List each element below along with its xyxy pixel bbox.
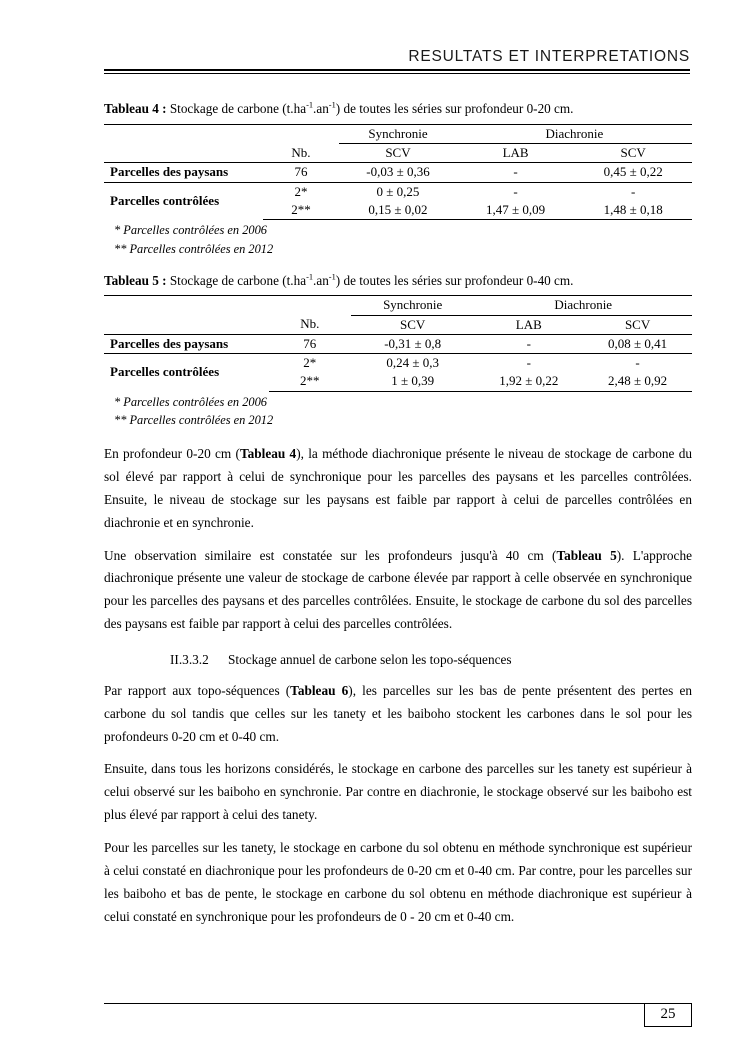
- table5-block: [104, 272, 692, 430]
- page-footer: [104, 1003, 692, 1027]
- footer-rule: [104, 1003, 692, 1004]
- paragraph-1: [104, 443, 692, 534]
- para3-text-b: ), les parcelles sur les bas de pente présentent des pertes en carbone du sol tandis que celles sur les tanety et les baiboho stockent les carbones dans le sol pour les profondeurs 0-20 cm et 0-40 cm.: [104, 682, 693, 744]
- table5-row3-dia-scv: 2,48 ± 0,92: [583, 372, 692, 391]
- table5-caption-text-2: .an: [313, 272, 329, 288]
- para2-text-b: ). L'approche diachronique présente une valeur de stockage de carbone élevée par rapport à celle observée en synchronique pour les parcelles des paysans et des parcelles contrôlées. Ensuite, le stockage de carbone du sol des parcelles des paysans est faible par rapport à celui des parcelles contrôlées.: [104, 547, 693, 632]
- table4-caption-label: Tableau 4 :: [104, 101, 167, 116]
- table5-caption: [104, 272, 692, 290]
- table-row: [104, 182, 692, 201]
- table4-row1-nb: 76: [263, 163, 339, 182]
- table5-col-header-dia-lab: LAB: [515, 316, 542, 332]
- header-rule-thin: [104, 73, 690, 74]
- table5-caption-sup-1: -1: [306, 272, 314, 282]
- subsection-title: Stockage annuel de carbone selon les topo-séquences: [228, 651, 512, 667]
- table4-col-header-sync-scv: SCV: [385, 145, 411, 161]
- table5-row3-dia-lab: 1,92 ± 0,22: [474, 372, 583, 391]
- table4-row2-label: Parcelles contrôlées: [110, 192, 220, 208]
- table4-col-header-nb: Nb.: [291, 144, 311, 160]
- table4-caption-text-2: .an: [313, 101, 329, 116]
- header-rule-thick: [104, 69, 690, 71]
- table5-row3-nb: 2**: [269, 372, 351, 391]
- table5-caption-text-1: Stockage de carbone (t.ha: [166, 272, 307, 288]
- table5-note-1: * Parcelles contrôlées en 2006: [114, 394, 268, 409]
- table4-group-spacer: [104, 124, 263, 143]
- table4-caption-sup-1: -1: [306, 100, 314, 110]
- paragraph-2: [104, 545, 692, 636]
- table4-group-spacer-2: [263, 124, 339, 143]
- table5-group-spacer: [104, 296, 269, 315]
- para2-table-ref: Tableau 5: [556, 547, 617, 563]
- table5-row2-dia-lab: -: [526, 355, 531, 371]
- table4-row2-dia-scv: -: [631, 183, 636, 199]
- table5-row1-nb: 76: [269, 334, 351, 353]
- subsection-number: II.3.3.2: [170, 651, 209, 667]
- para1-table-ref: Tableau 4: [239, 446, 297, 462]
- table4-group-header-synchronie: Synchronie: [339, 124, 457, 143]
- table5-note-2: ** Parcelles contrôlées en 2012: [114, 413, 274, 428]
- table5-row1-sync-scv: -0,31 ± 0,8: [351, 334, 474, 353]
- table-row: [104, 334, 692, 353]
- table5-row2-nb: 2*: [303, 355, 317, 371]
- table4-caption-sup-2: -1: [328, 100, 336, 110]
- page-content: [104, 100, 692, 938]
- table5-row1-dia-lab: -: [474, 334, 583, 353]
- table5-col-header-nb: Nb.: [300, 316, 320, 332]
- table5-caption-text-3: ) de toutes les séries sur profondeur 0-40 cm.: [335, 272, 574, 288]
- table4-group-header-diachronie: Diachronie: [457, 124, 692, 143]
- table5-caption-sup-2: -1: [328, 272, 336, 282]
- table4-row3-dia-lab: 1,47 ± 0,09: [457, 201, 575, 220]
- table4-caption-text-1: Stockage de carbone (t.ha: [166, 101, 307, 116]
- table-row: [104, 354, 692, 373]
- table4-group-header-row: [104, 124, 692, 143]
- table4-row1-label: Parcelles des paysans: [104, 163, 263, 182]
- table5-group-spacer-2: [269, 296, 351, 315]
- table-row: [104, 163, 692, 182]
- table4-row2-nb: 2*: [294, 183, 308, 199]
- table4-caption: [104, 100, 692, 118]
- table5-col-header-spacer: [104, 315, 269, 334]
- paragraph-4: Ensuite, dans tous les horizons considérés, le stockage en carbone des parcelles sur les tanety est supérieur à celui observé sur les baiboho en synchronie. Par contre en diachronie, le stockage observé sur les baiboho est plus élevé par rapport à celui des tanety.: [104, 761, 692, 823]
- table5-row1-dia-scv: 0,08 ± 0,41: [583, 334, 692, 353]
- table5-row2-label: Parcelles contrôlées: [110, 364, 220, 380]
- page-number: 25: [644, 1004, 692, 1027]
- table5-group-header-row: [104, 296, 692, 315]
- table4-caption-text-3: ) de toutes les séries sur profondeur 0-20 cm.: [335, 101, 574, 116]
- table4-row3-nb: 2**: [263, 201, 339, 220]
- table5-col-header-dia-scv: SCV: [624, 316, 651, 332]
- table5-group-header-synchronie: Synchronie: [351, 296, 474, 315]
- table5-group-header-diachronie: Diachronie: [474, 296, 692, 315]
- table5-row1-label: Parcelles des paysans: [104, 334, 269, 353]
- table4-note-1: * Parcelles contrôlées en 2006: [114, 223, 268, 238]
- table4-column-header-row: [104, 144, 692, 163]
- table4-row3-sync-scv: 0,15 ± 0,02: [339, 201, 457, 220]
- header-title: RESULTATS ET INTERPRETATIONS: [408, 48, 690, 65]
- table4-row1-dia-scv: 0,45 ± 0,22: [574, 163, 692, 182]
- table4-row2-dia-lab: -: [513, 183, 518, 199]
- table4-note-2: ** Parcelles contrôlées en 2012: [114, 241, 274, 256]
- table4-row2-sync-scv: 0 ± 0,25: [376, 183, 420, 199]
- para2-text-a: Une observation similaire est constatée sur les profondeurs jusqu'à 40 cm (: [104, 547, 557, 563]
- para1-text-b: ), la méthode diachronique présente le niveau de stockage de carbone du sol élevé par rapport à celui de synchronique pour les parcelles des paysans et les parcelles contrôlées. Ensuite, le niveau de stockage sur les paysans est faible par rapport à celui de parcelles contrôlées en diachronie et en synchronie.: [104, 446, 692, 530]
- table5-row2-dia-scv: -: [635, 355, 640, 371]
- table4-col-header-spacer: [104, 144, 263, 163]
- table4: [104, 124, 692, 220]
- para3-table-ref: Tableau 6: [290, 682, 349, 698]
- paragraph-3: [104, 680, 692, 749]
- table4-col-header-dia-lab: LAB: [502, 145, 529, 161]
- table4-row1-dia-lab: -: [457, 163, 575, 182]
- table5-caption-label: Tableau 5 :: [104, 272, 167, 288]
- table4-row3-dia-scv: 1,48 ± 0,18: [574, 201, 692, 220]
- page-header: [104, 48, 690, 74]
- table5-row2-sync-scv: 0,24 ± 0,3: [386, 355, 439, 371]
- para1-text-a: En profondeur 0-20 cm (: [104, 446, 240, 462]
- table4-row1-sync-scv: -0,03 ± 0,36: [339, 163, 457, 182]
- subsection-heading: [104, 650, 692, 670]
- table5-row3-sync-scv: 1 ± 0,39: [351, 372, 474, 391]
- para3-text-a: Par rapport aux topo-séquences (: [104, 682, 291, 698]
- table4-col-header-dia-scv: SCV: [620, 145, 646, 161]
- paragraph-5: Pour les parcelles sur les tanety, le stockage en carbone du sol obtenu en méthode synchronique est supérieur à celui constaté en diachronique pour les profondeurs de 0-20 cm et 0-40 cm. Par contre, pour les parcelles sur les baiboho et bas de pente, le stockage en carbone du sol obtenu en méthode diachronique est supérieur à celui constaté en synchronique pour les profondeurs de 0 - 20 cm et 0-40 cm.: [104, 840, 692, 924]
- table5-column-header-row: [104, 315, 692, 334]
- table4-block: [104, 100, 692, 258]
- table5-col-header-sync-scv: SCV: [400, 316, 426, 332]
- table5: [104, 295, 692, 391]
